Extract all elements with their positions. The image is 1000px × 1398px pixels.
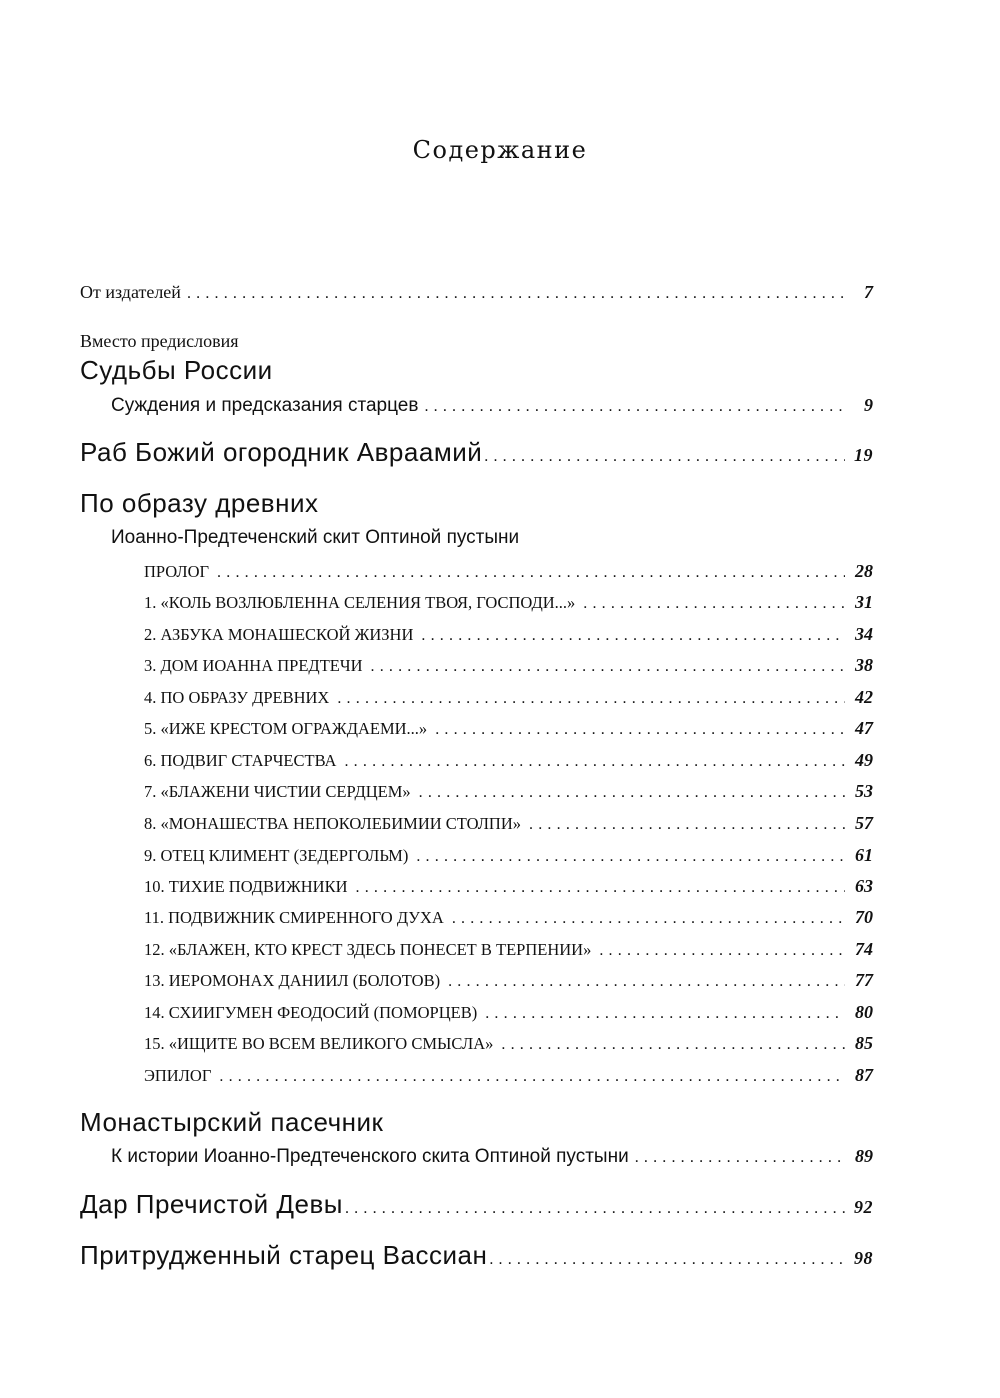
leader-dots xyxy=(219,1066,845,1086)
preface-label: Вместо предисловия xyxy=(80,331,239,351)
toc-label: 12. «БЛАЖЕН, КТО КРЕСТ ЗДЕСЬ ПОНЕСЕТ В ТЕРПЕНИИ» xyxy=(144,940,592,959)
toc-page-number: 74 xyxy=(855,939,873,959)
toc-entry-publishers[interactable] xyxy=(80,282,873,303)
toc-page-number: 92 xyxy=(854,1197,873,1217)
toc-page-number: 42 xyxy=(855,687,873,707)
leader-dots xyxy=(452,908,845,928)
toc-page-number: 63 xyxy=(855,876,873,896)
toc-label: 13. ИЕРОМОНАХ ДАНИИЛ (БОЛОТОВ) xyxy=(144,971,441,990)
toc-chapter-entry[interactable] xyxy=(144,687,873,708)
leader-dots xyxy=(501,1034,845,1054)
toc-chapter-entry[interactable] xyxy=(144,845,873,866)
toc-page-number: 47 xyxy=(855,718,873,738)
toc-label: ЭПИЛОГ xyxy=(144,1066,212,1085)
toc-page-number: 61 xyxy=(855,845,873,865)
toc-label: Притрудженный старец Вассиан xyxy=(80,1240,488,1270)
toc-label: 14. СХИИГУМЕН ФЕОДОСИЙ (ПОМОРЦЕВ) xyxy=(144,1003,478,1022)
toc-page-number: 89 xyxy=(855,1146,873,1166)
toc-chapter-entry[interactable] xyxy=(144,750,873,771)
toc-chapter-entry[interactable] xyxy=(144,624,873,645)
section-heading-beekeeper: Монастырский пасечник xyxy=(80,1107,384,1137)
toc-chapter-entry[interactable] xyxy=(144,876,873,897)
toc-page-number: 7 xyxy=(864,282,873,302)
toc-page-number: 38 xyxy=(855,655,873,675)
leader-dots xyxy=(187,282,845,303)
toc-chapter-entry[interactable] xyxy=(144,939,873,960)
toc-label: ПРОЛОГ xyxy=(144,562,210,581)
leader-dots xyxy=(583,593,845,613)
toc-page-number: 49 xyxy=(855,750,873,770)
toc-chapter-entry[interactable] xyxy=(144,1065,873,1086)
toc-entry-skete-history[interactable] xyxy=(111,1146,873,1168)
leader-dots xyxy=(599,940,845,960)
leader-dots xyxy=(217,562,845,582)
toc-page-number: 80 xyxy=(855,1002,873,1022)
toc-label: От издателей xyxy=(80,282,181,302)
toc-page-number: 87 xyxy=(855,1065,873,1085)
toc-chapter-entry[interactable] xyxy=(144,781,873,802)
toc-label: 8. «МОНАШЕСТВА НЕПОКОЛЕБИМИИ СТОЛПИ» xyxy=(144,814,522,833)
toc-label: 2. АЗБУКА МОНАШЕСКОЙ ЖИЗНИ xyxy=(144,625,414,644)
toc-entry-avraamiy[interactable] xyxy=(80,437,873,468)
toc-label: 4. ПО ОБРАЗУ ДРЕВНИХ xyxy=(144,688,330,707)
leader-dots xyxy=(356,877,845,897)
toc-chapter-entry[interactable] xyxy=(144,1002,873,1023)
toc-label: 9. ОТЕЦ КЛИМЕНТ (ЗЕДЕРГОЛЬМ) xyxy=(144,846,409,865)
toc-chapter-entry[interactable] xyxy=(144,970,873,991)
leader-dots xyxy=(529,814,845,834)
toc-label: 1. «КОЛЬ ВОЗЛЮБЛЕННА СЕЛЕНИЯ ТВОЯ, ГОСПОДИ...» xyxy=(144,593,576,612)
toc-page-number: 85 xyxy=(855,1033,873,1053)
toc-chapter-entry[interactable] xyxy=(144,718,873,739)
toc-chapter-entry[interactable] xyxy=(144,561,873,582)
toc-label: 10. ТИХИЕ ПОДВИЖНИКИ xyxy=(144,877,348,896)
leader-dots xyxy=(337,688,845,708)
leader-dots xyxy=(371,656,846,676)
leader-dots xyxy=(419,782,845,802)
leader-dots xyxy=(489,1240,845,1271)
toc-label: 3. ДОМ ИОАННА ПРЕДТЕЧИ xyxy=(144,656,363,675)
leader-dots xyxy=(344,751,845,771)
toc-page-number: 9 xyxy=(864,395,873,415)
toc-page-number: 34 xyxy=(855,624,873,644)
toc-chapter-entry[interactable] xyxy=(144,1033,873,1054)
section-subtitle-skete: Иоанно-Предтеченский скит Оптиной пустыни xyxy=(111,527,520,548)
leader-dots xyxy=(484,437,845,468)
toc-entry-judgments[interactable] xyxy=(111,395,873,417)
toc-page-number: 28 xyxy=(855,561,873,581)
toc-label: 15. «ИЩИТЕ ВО ВСЕМ ВЕЛИКОГО СМЫСЛА» xyxy=(144,1034,494,1053)
toc-page-number: 70 xyxy=(855,907,873,927)
toc-label: К истории Иоанно-Предтеченского скита Оптиной пустыни xyxy=(111,1146,629,1167)
leader-dots xyxy=(345,1189,845,1220)
toc-page-number: 77 xyxy=(855,970,873,990)
section-heading-ancients: По образу древних xyxy=(80,488,319,518)
toc-label: Дар Пречистой Девы xyxy=(80,1189,343,1219)
section-heading-russia: Судьбы России xyxy=(80,355,273,385)
toc-label: 7. «БЛАЖЕНИ ЧИСТИИ СЕРДЦЕМ» xyxy=(144,782,411,801)
toc-page-number: 57 xyxy=(855,813,873,833)
leader-dots xyxy=(635,1146,845,1168)
toc-chapter-entry[interactable] xyxy=(144,655,873,676)
toc-entry-vassian[interactable] xyxy=(80,1240,873,1271)
toc-label: 11. ПОДВИЖНИК СМИРЕННОГО ДУХА xyxy=(144,908,444,927)
toc-label: 5. «ИЖЕ КРЕСТОМ ОГРАЖДАЕМИ...» xyxy=(144,719,428,738)
leader-dots xyxy=(448,971,845,991)
toc-page-number: 19 xyxy=(854,445,873,465)
leader-dots xyxy=(421,625,845,645)
leader-dots xyxy=(424,395,845,417)
toc-chapter-entry[interactable] xyxy=(144,907,873,928)
leader-dots xyxy=(416,846,845,866)
toc-label: Раб Божий огородник Авраамий xyxy=(80,437,483,467)
toc-page-number: 98 xyxy=(854,1248,873,1268)
page-title: Содержание xyxy=(412,136,588,164)
toc-label: 6. ПОДВИГ СТАРЧЕСТВА xyxy=(144,751,337,770)
toc-chapter-entry[interactable] xyxy=(144,592,873,613)
toc-page-number: 53 xyxy=(855,781,873,801)
toc-label: Суждения и предсказания старцев xyxy=(111,395,419,416)
toc-entry-virgin-gift[interactable] xyxy=(80,1189,873,1220)
leader-dots xyxy=(435,719,845,739)
toc-page-number: 31 xyxy=(855,592,873,612)
leader-dots xyxy=(485,1003,845,1023)
toc-chapter-entry[interactable] xyxy=(144,813,873,834)
